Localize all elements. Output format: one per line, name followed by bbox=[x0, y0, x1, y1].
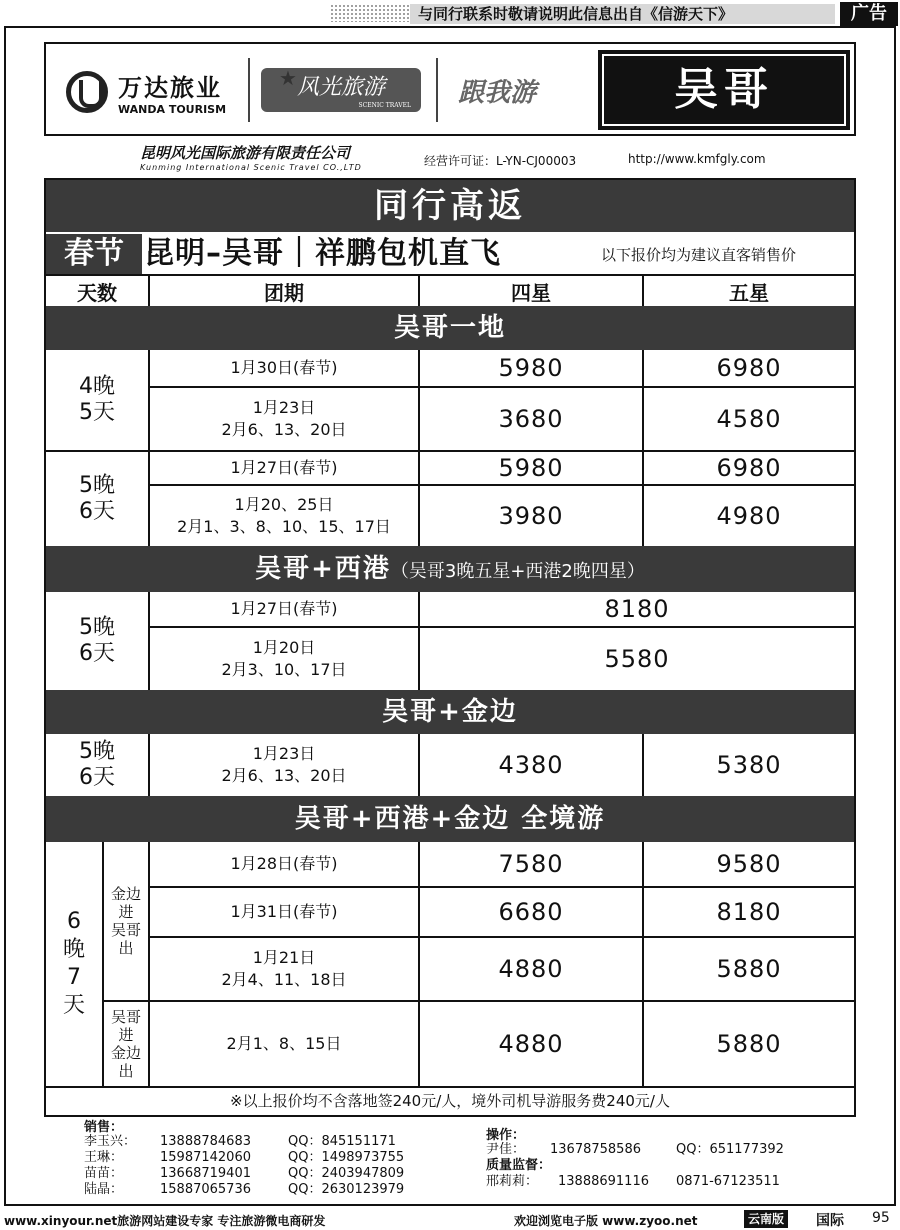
footer-middle: 欢迎浏览电子版 www.zyoo.net bbox=[514, 1214, 698, 1228]
route-label: 吴哥 进 金边 出 bbox=[110, 1008, 141, 1080]
price-four-star: 4880 bbox=[498, 955, 564, 983]
section-title: 吴哥+金边 bbox=[46, 690, 854, 734]
price-four-star: 5980 bbox=[498, 454, 564, 482]
license-number: 经营许可证：L-YN-CJ00003 bbox=[424, 154, 577, 168]
dot-pattern bbox=[330, 4, 410, 22]
column-five-star: 五星 bbox=[729, 280, 769, 305]
price-five-star: 6980 bbox=[716, 454, 782, 482]
date-cell: 1月23日 2月6、13、20日 bbox=[221, 744, 347, 785]
divider bbox=[436, 58, 438, 122]
edition-label: 云南版 bbox=[744, 1210, 788, 1228]
column-days: 天数 bbox=[77, 280, 117, 305]
logo-header bbox=[44, 42, 856, 136]
price-four-star: 3680 bbox=[498, 405, 564, 433]
wanda-name-en: WANDA TOURISM bbox=[118, 103, 227, 116]
footnote: ※以上报价均不含落地签240元/人，境外司机导游服务费240元/人 bbox=[230, 1092, 670, 1110]
section-title: 吴哥一地 bbox=[46, 306, 854, 350]
sales-contact: 陆晶： 15887065736 QQ：2630123979 bbox=[84, 1182, 405, 1197]
sales-contact: 王琳： 15987142060 QQ：1498973755 bbox=[84, 1150, 405, 1165]
price-four-star: 4880 bbox=[498, 1030, 564, 1058]
company-name-cn: 昆明风光国际旅游有限责任公司 bbox=[140, 144, 351, 162]
wanda-logo bbox=[66, 68, 226, 116]
fengguang-name: 风光旅游 bbox=[296, 75, 385, 100]
star-icon: ★ bbox=[279, 66, 297, 90]
genwo-logo: 跟我游 bbox=[458, 78, 537, 108]
destination-title: 吴哥 bbox=[598, 50, 850, 130]
top-banner bbox=[0, 0, 900, 26]
date-cell: 1月20日 2月3、10、17日 bbox=[221, 638, 347, 679]
holiday-tag: 春节 bbox=[46, 234, 142, 274]
fengguang-logo bbox=[261, 68, 421, 112]
column-dates: 团期 bbox=[264, 280, 304, 305]
days-cell: 5晚 6天 bbox=[79, 473, 115, 524]
section-title: 吴哥+西港+金边 全境游 bbox=[46, 796, 854, 842]
price-five-star: 4580 bbox=[716, 405, 782, 433]
date-cell: 1月27日(春节) bbox=[230, 599, 338, 618]
page-footer bbox=[0, 1208, 900, 1230]
days-cell: 6 晚 7 天 bbox=[62, 909, 85, 1018]
page-number: 95 bbox=[872, 1210, 890, 1226]
divider bbox=[248, 58, 250, 122]
source-notice: 与同行联系时敬请说明此信息出自《信游天下》 bbox=[410, 4, 835, 24]
price-five-star: 8180 bbox=[716, 898, 782, 926]
price-four-star: 7580 bbox=[498, 850, 564, 878]
headline: 同行高返 bbox=[46, 180, 854, 232]
price-four-star: 6680 bbox=[498, 898, 564, 926]
fengguang-name-en: SCENIC TRAVEL bbox=[358, 102, 411, 109]
date-cell: 1月31日(春节) bbox=[230, 902, 338, 921]
date-cell: 1月28日(春节) bbox=[230, 854, 338, 873]
price-table bbox=[44, 178, 856, 1117]
date-cell: 1月30日(春节) bbox=[230, 358, 338, 377]
date-cell: 2月1、8、15日 bbox=[226, 1034, 342, 1053]
price-five-star: 9580 bbox=[716, 850, 782, 878]
price-five-star: 6980 bbox=[716, 354, 782, 382]
ad-label: 广告 bbox=[840, 2, 898, 26]
days-cell: 5晚 6天 bbox=[79, 739, 115, 790]
sales-contact: 苗苗： 13668719401 QQ：2403947809 bbox=[84, 1166, 405, 1181]
date-cell: 1月23日 2月6、13、20日 bbox=[221, 398, 347, 439]
qc-label: 质量监督： bbox=[486, 1158, 552, 1173]
qc-contact: 邢莉莉： 13888691116 0871-67123511 bbox=[486, 1174, 780, 1189]
days-cell: 4晚 5天 bbox=[79, 374, 115, 425]
price-five-star: 5880 bbox=[716, 1030, 782, 1058]
column-four-star: 四星 bbox=[511, 280, 551, 305]
sales-contact: 李玉兴： 13888784683 QQ：845151171 bbox=[84, 1134, 396, 1149]
date-cell: 1月21日 2月4、11、18日 bbox=[221, 948, 347, 989]
footer-left: www.xinyour.net旅游网站建设专家 专注旅游微电商研发 bbox=[4, 1214, 326, 1228]
contacts bbox=[78, 1120, 858, 1206]
price-merged: 8180 bbox=[604, 595, 670, 623]
date-cell: 1月20、25日 2月1、3、8、10、15、17日 bbox=[177, 495, 391, 536]
route-label: 金边 进 吴哥 出 bbox=[110, 885, 141, 957]
price-five-star: 4980 bbox=[716, 502, 782, 530]
price-merged: 5580 bbox=[604, 645, 670, 673]
ops-contact: 尹佳： 13678758586 QQ：651177392 bbox=[486, 1142, 784, 1157]
price-five-star: 5380 bbox=[716, 751, 782, 779]
section-label: 国际 bbox=[816, 1213, 844, 1229]
wanda-name: 万达旅业 bbox=[118, 74, 222, 102]
ops-label: 操作： bbox=[486, 1128, 526, 1143]
price-four-star: 3980 bbox=[498, 502, 564, 530]
sales-label: 销售： bbox=[84, 1120, 124, 1135]
date-cell: 1月27日(春节) bbox=[230, 458, 338, 477]
price-four-star: 5980 bbox=[498, 354, 564, 382]
route-title: 昆明–吴哥｜祥鹏包机直飞 bbox=[144, 236, 501, 271]
section-title: 吴哥+西港（吴哥3晚五星+西港2晚四星） bbox=[46, 546, 854, 592]
wanda-mark-icon bbox=[66, 71, 108, 113]
company-name-en: Kunming International Scenic Travel CO.,LTD bbox=[140, 163, 362, 172]
price-note: 以下报价均为建议直客销售价 bbox=[601, 246, 797, 264]
company-website[interactable]: http://www.kmfgly.com bbox=[628, 152, 766, 166]
days-cell: 5晚 6天 bbox=[79, 615, 115, 666]
company-name bbox=[140, 142, 362, 172]
price-five-star: 5880 bbox=[716, 955, 782, 983]
price-four-star: 4380 bbox=[498, 751, 564, 779]
